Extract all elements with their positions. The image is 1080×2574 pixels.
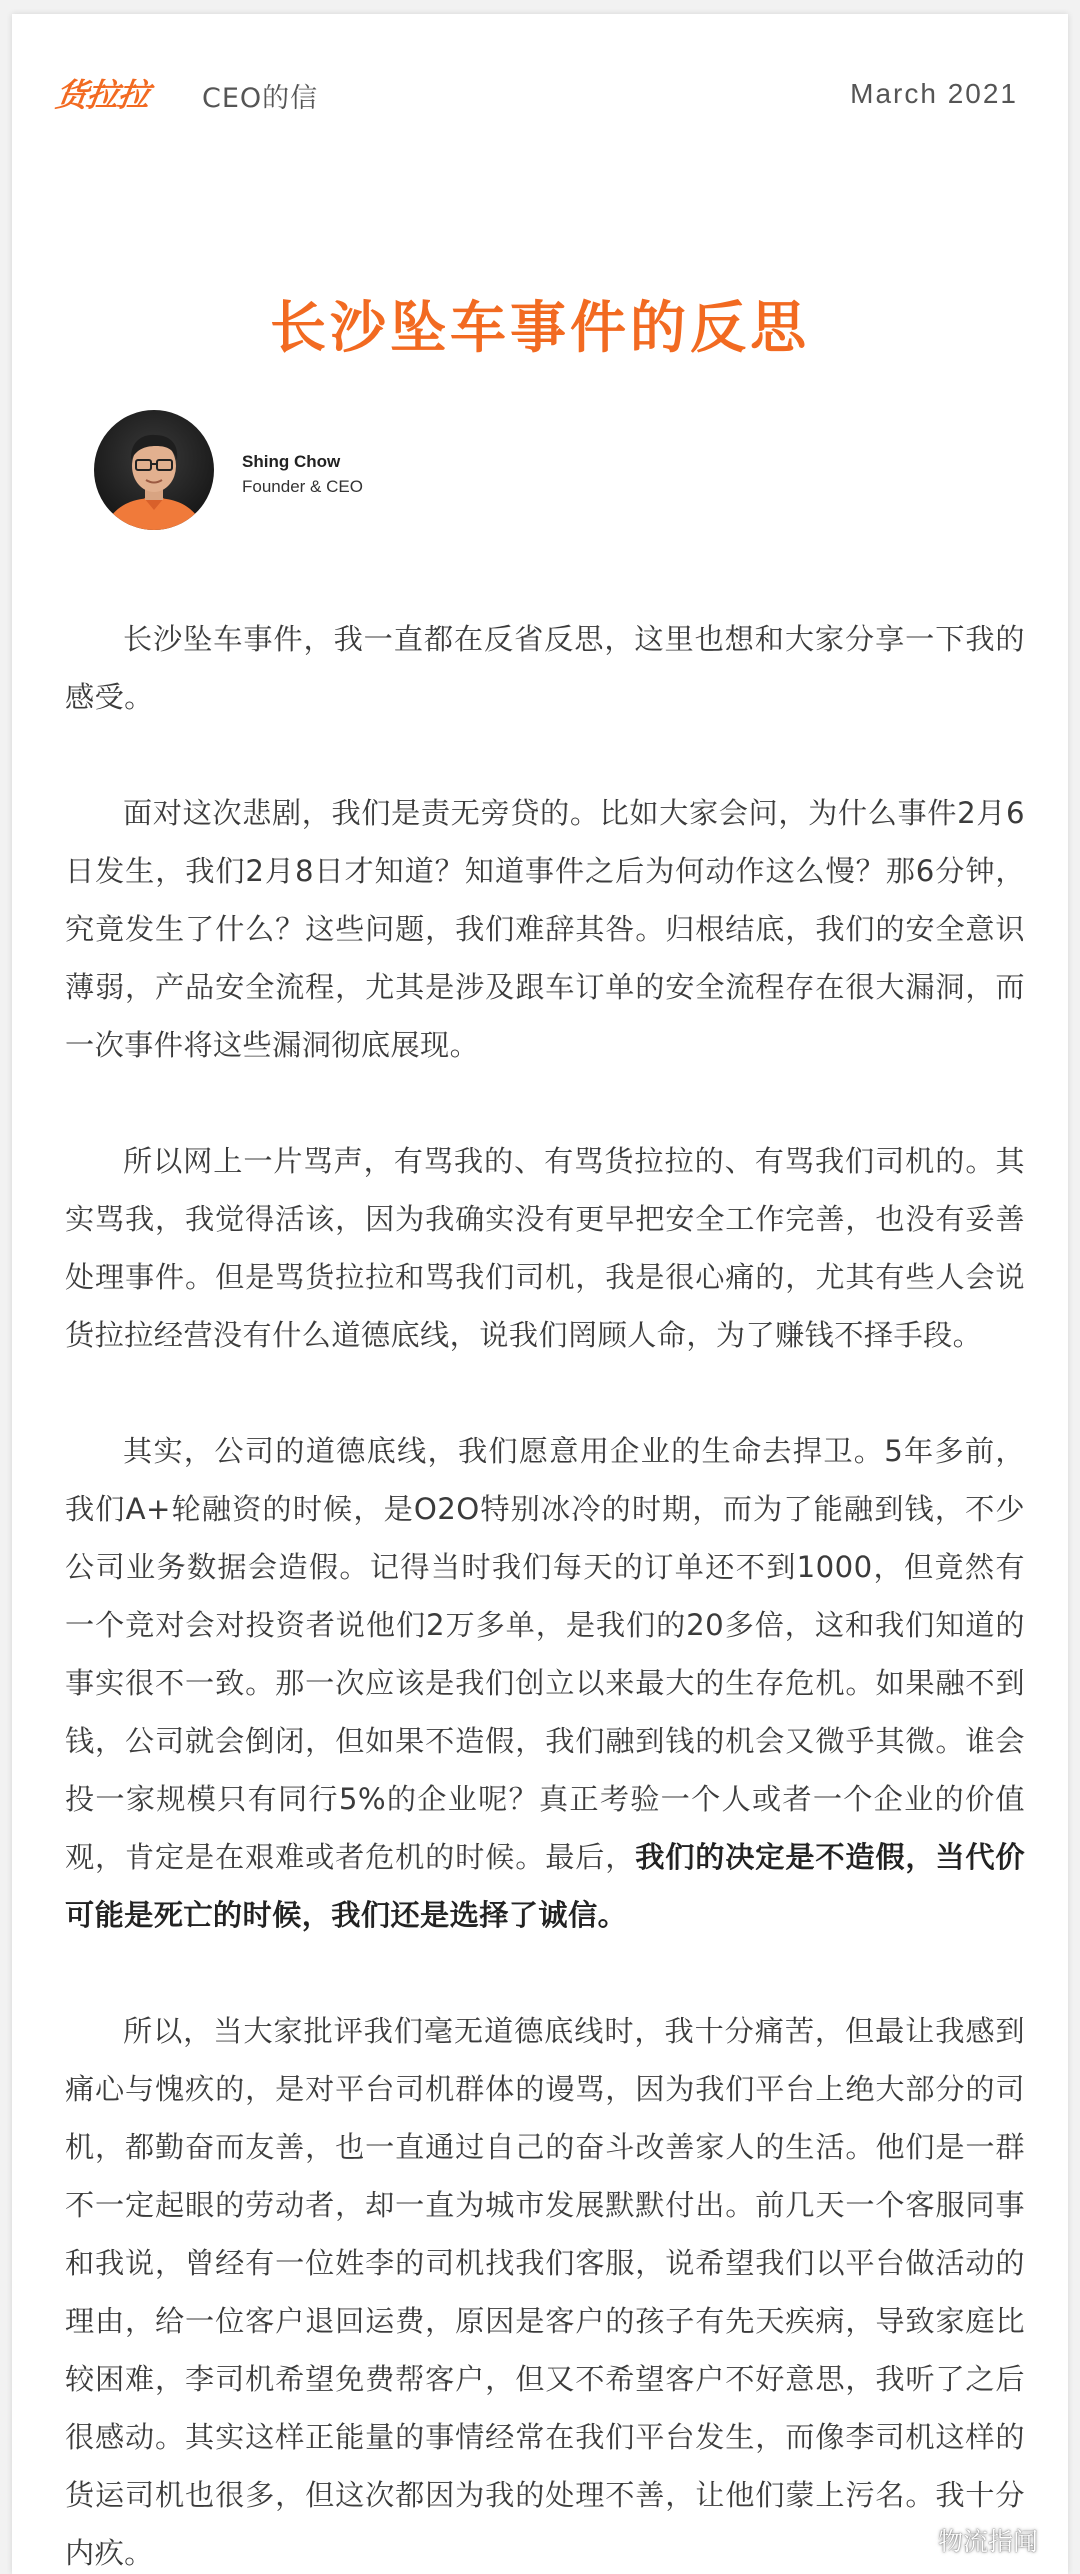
source-watermark (896, 2522, 1038, 2558)
paragraph-2: 面对这次悲剧，我们是责无旁贷的。比如大家会问，为什么事件2月6日发生，我们2月8日才知道？知道事件之后为何动作这么慢？那6分钟，究竟发生了什么？这些问题，我们难辞其咎。归根结底，我们的安全意识薄弱，产品安全流程，尤其是涉及跟车订单的安全流程存在很大漏洞，而一次事件将这些漏洞彻底展现。 (65, 796, 1025, 1062)
watermark-text: 物流指闻 (937, 2527, 1038, 2556)
letter-date: March 2021 (850, 78, 1018, 109)
letter-header (12, 14, 1068, 154)
person-photo-icon (94, 410, 214, 530)
paragraph-1: 长沙坠车事件，我一直都在反省反思，这里也想和大家分享一下我的感受。 (65, 622, 1025, 714)
wechat-chat-icon (896, 2525, 930, 2555)
paragraph-4 (65, 1422, 1025, 1944)
brand-logo[interactable]: 货拉拉 (53, 76, 152, 114)
paragraph-3: 所以网上一片骂声，有骂我的、有骂货拉拉的、有骂我们司机的。其实骂我，我觉得活该，因为我确实没有更早把安全工作完善，也没有妥善处理事件。但是骂货拉拉和骂我们司机，我是很心痛的，尤其有些人会说货拉拉经营没有什么道德底线，说我们罔顾人命，为了赚钱不择手段。 (65, 1144, 1025, 1352)
author-avatar (94, 410, 214, 530)
page-title: 长沙坠车事件的反思 (270, 295, 810, 361)
section-label: CEO的信 (202, 83, 319, 114)
paragraph-4-emphasis: 我们的决定是不造假，当代价可能是死亡的时候，我们还是选择了诚信。 (65, 1840, 1025, 1932)
paragraph-4-text: 其实，公司的道德底线，我们愿意用企业的生命去捍卫。5年多前，我们A+轮融资的时候，是O2O特别冰冷的时期，而为了能融到钱，不少公司业务数据会造假。记得当时我们每天的订单还不到1000，但竟然有一个竞对会对投资者说他们2万多单，是我们的20多倍，这和我们知道的事实很不一致。那一次应该是我们创立以来最大的生存危机。如果融不到钱，公司就会倒闭，但如果不造假，我们融到钱的机会又微乎其微。谁会投一家规模只有同行5%的企业呢？真正考验一个人或者一个企业的价值观，肯定是在艰难或者危机的时候。最后， (65, 1434, 1025, 1874)
author-role: Founder & CEO (242, 477, 363, 496)
letter-body (65, 610, 1025, 2574)
letter-page (12, 14, 1068, 2574)
author-name: Shing Chow (242, 452, 341, 471)
paragraph-5: 所以，当大家批评我们毫无道德底线时，我十分痛苦，但最让我感到痛心与愧疚的，是对平台司机群体的谩骂，因为我们平台上绝大部分的司机，都勤奋而友善，也一直通过自己的奋斗改善家人的生活。他们是一群不一定起眼的劳动者，却一直为城市发展默默付出。前几天一个客服同事和我说，曾经有一位姓李的司机找我们客服，说希望我们以平台做活动的理由，给一位客户退回运费，原因是客户的孩子有先天疾病，导致家庭比较困难，李司机希望免费帮客户，但又不希望客户不好意思，我听了之后很感动。其实这样正能量的事情经常在我们平台发生，而像李司机这样的货运司机也很多，但这次都因为我的处理不善，让他们蒙上污名。我十分内疚。 (65, 2014, 1025, 2570)
